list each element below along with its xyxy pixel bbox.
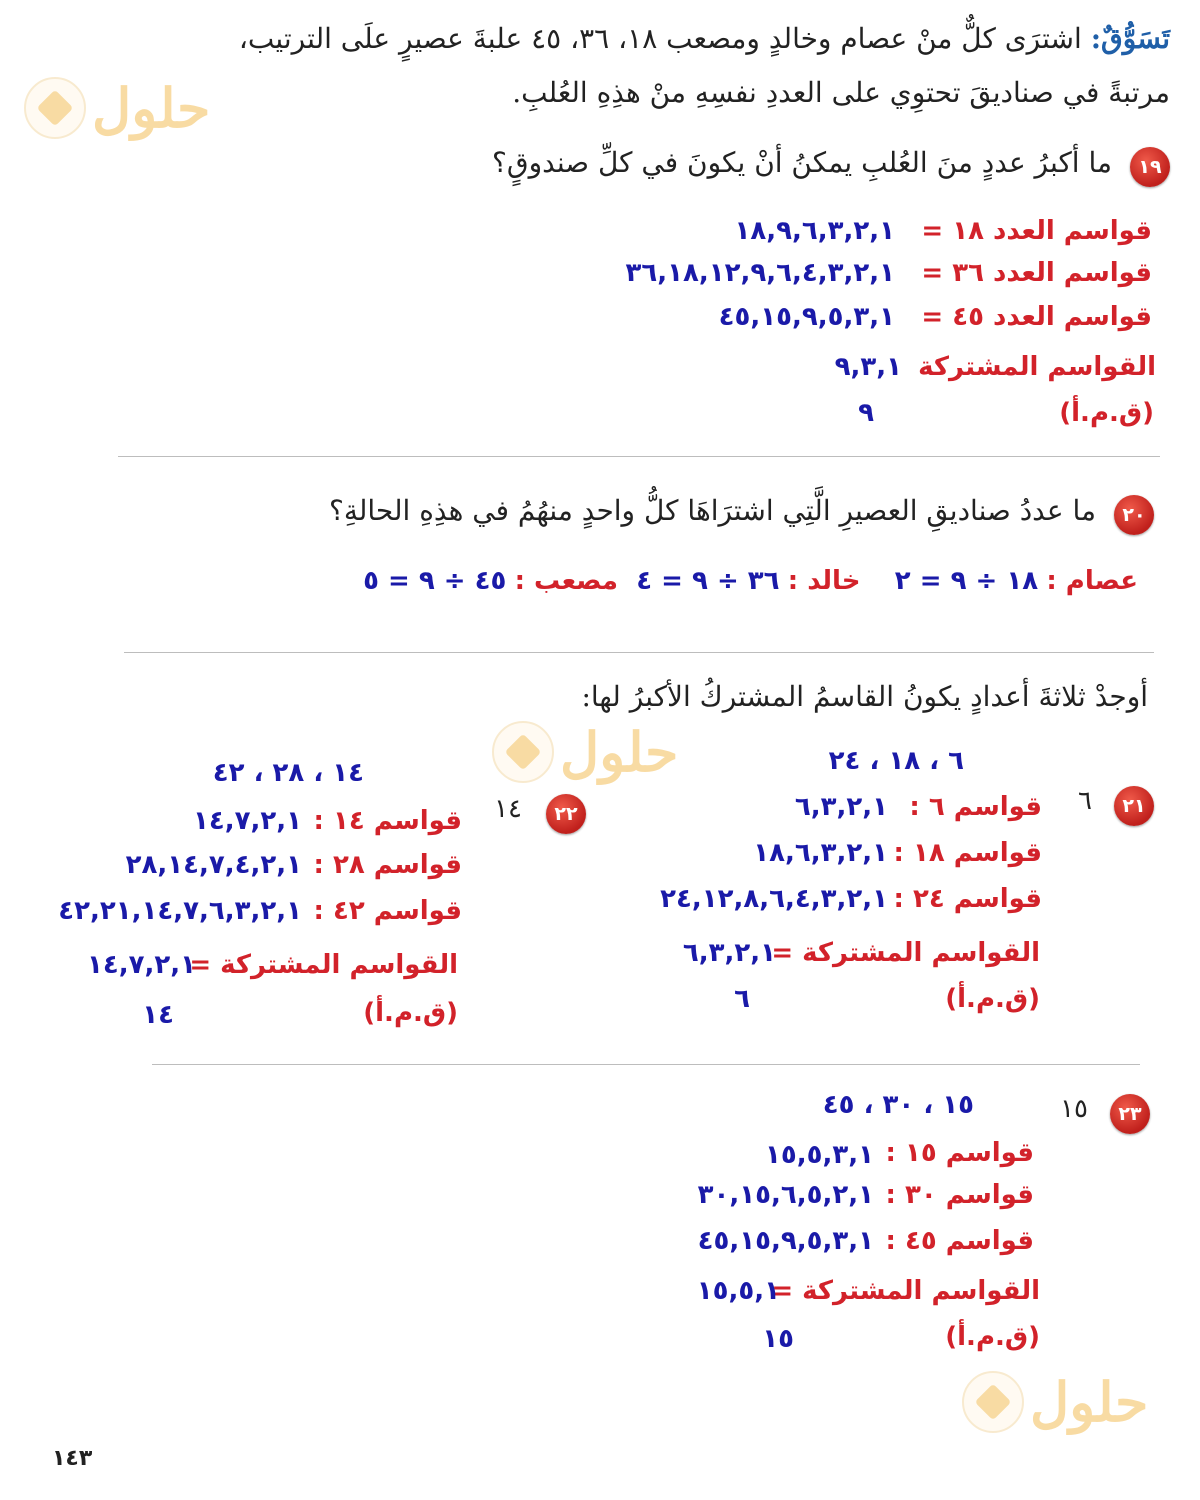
intro-text-1: اشترَى كلٌّ منْ عصام وخالدٍ ومصعب ١٨، ٣٦، ٤٥ علبةَ عصيرٍ علَى الترتيب،	[238, 22, 1082, 55]
q21-given: ٦	[1078, 786, 1092, 816]
intro-line-2: مرتبةً في صناديقَ تحتوِي على العددِ نفسِهِ منْ هذِهِ العُلبِ.	[512, 76, 1170, 109]
q19-value-3: ٤٥,١٥,٩,٥,٣,١	[718, 302, 895, 332]
q23-common-label: القواسم المشتركة =	[771, 1276, 1040, 1306]
q23-value-3: ٤٥,١٥,٩,٥,٣,١	[697, 1226, 874, 1256]
q21-gcf-label: (ق.م.أ)	[945, 984, 1040, 1014]
q19-label-3: قواسم العدد ٤٥ =	[921, 302, 1152, 332]
watermark-text: حلول	[92, 76, 211, 140]
divider-2	[124, 652, 1154, 653]
question-number-20: ٢٠	[1114, 495, 1154, 535]
q23-gcf-label: (ق.م.أ)	[945, 1322, 1040, 1352]
q21-numbers: ٦ ، ١٨ ، ٢٤	[828, 746, 964, 776]
q23-label-3: قواسم ٤٥ :	[885, 1226, 1034, 1256]
intro-line-1	[239, 22, 1170, 55]
question-19-text: ما أكبرُ عددٍ منَ العُلبِ يمكنُ أنْ يكونَ في كلِّ صندوقٍ؟	[492, 146, 1112, 179]
q21-label-2: قواسم ١٨ :	[893, 838, 1042, 868]
intro-label: تَسَوُّقٌ:	[1090, 22, 1170, 55]
q20-person-3: مصعب :	[514, 566, 618, 596]
q23-common-value: ١٥,٥,١	[696, 1276, 780, 1306]
q23-value-2: ٣٠,١٥,٦,٥,٢,١	[697, 1180, 874, 1210]
find-heading: أوجدْ ثلاثةَ أعدادٍ يكونُ القاسمُ المشتركُ الأكبرُ لها:	[581, 680, 1148, 713]
q20-answer-line	[363, 566, 1138, 596]
question-number-22: ٢٢	[546, 794, 586, 834]
watermark-book-icon	[962, 1371, 1024, 1433]
q21-label-1: قواسم ٦ :	[909, 792, 1042, 822]
q20-person-2: خالد :	[787, 566, 861, 596]
q21-value-3: ٢٤,١٢,٨,٦,٤,٣,٢,١	[660, 884, 888, 914]
q22-value-1: ١٤,٧,٢,١	[193, 806, 302, 836]
q23-label-2: قواسم ٣٠ :	[885, 1180, 1034, 1210]
q22-value-3: ٤٢,٢١,١٤,٧,٦,٣,٢,١	[58, 896, 302, 926]
q19-common-value: ٩,٣,١	[834, 352, 902, 382]
question-number-19: ١٩	[1130, 147, 1170, 187]
q22-given: ١٤	[494, 794, 522, 824]
q21-label-3: قواسم ٢٤ :	[893, 884, 1042, 914]
q21-value-2: ١٨,٦,٣,٢,١	[753, 838, 888, 868]
q22-label-2: قواسم ٢٨ :	[313, 850, 462, 880]
q23-gcf-value: ١٥	[762, 1324, 794, 1354]
divider-3	[152, 1064, 1140, 1065]
q21-gcf-value: ٦	[734, 984, 750, 1014]
q21-common-label: القواسم المشتركة =	[771, 938, 1040, 968]
q22-gcf-label: (ق.م.أ)	[363, 998, 458, 1028]
q22-label-1: قواسم ١٤ :	[313, 806, 462, 836]
q20-eq-1: ١٨ ÷ ٩ = ٢	[894, 566, 1039, 596]
q22-gcf-value: ١٤	[142, 1000, 174, 1030]
watermark-logo-middle	[492, 720, 678, 784]
divider-1	[118, 456, 1160, 457]
q22-label-3: قواسم ٤٢ :	[313, 896, 462, 926]
q22-common-value: ١٤,٧,٢,١	[87, 950, 196, 980]
q20-eq-3: ٤٥ ÷ ٩ = ٥	[363, 566, 507, 596]
q19-gcf-label: (ق.م.أ)	[1059, 398, 1154, 428]
q19-value-1: ١٨,٩,٦,٣,٢,١	[734, 216, 895, 246]
question-number-23: ٢٣	[1110, 1094, 1150, 1134]
watermark-book-icon	[24, 77, 86, 139]
q21-value-1: ٦,٣,٢,١	[794, 792, 888, 822]
q20-eq-2: ٣٦ ÷ ٩ = ٤	[636, 566, 780, 596]
watermark-book-icon	[492, 721, 554, 783]
q19-label-2: قواسم العدد ٣٦ =	[921, 258, 1152, 288]
watermark-logo-top	[24, 76, 210, 140]
question-number-21: ٢١	[1114, 786, 1154, 826]
q19-common-label: القواسم المشتركة	[918, 352, 1156, 382]
q23-label-1: قواسم ١٥ :	[885, 1138, 1034, 1168]
watermark-text: حلول	[1030, 1370, 1149, 1434]
q22-numbers: ١٤ ، ٢٨ ، ٤٢	[212, 758, 364, 788]
q23-value-1: ١٥,٥,٣,١	[765, 1140, 874, 1170]
question-20-text: ما عددُ صناديقِ العصيرِ الَّتِي اشترَاهَا كلُّ واحدٍ منهُمُ في هذِهِ الحالةِ؟	[329, 494, 1096, 527]
q19-value-2: ٣٦,١٨,١٢,٩,٦,٤,٣,٢,١	[625, 258, 895, 288]
q23-given: ١٥	[1060, 1094, 1088, 1124]
q21-common-value: ٦,٣,٢,١	[682, 938, 776, 968]
q22-value-2: ٢٨,١٤,٧,٤,٢,١	[125, 850, 302, 880]
watermark-text: حلول	[560, 720, 679, 784]
page-number: ١٤٣	[52, 1446, 93, 1471]
q19-gcf-value: ٩	[858, 398, 874, 428]
q22-common-label: القواسم المشتركة =	[189, 950, 458, 980]
q20-person-1: عصام :	[1046, 566, 1138, 596]
q23-numbers: ١٥ ، ٣٠ ، ٤٥	[822, 1090, 974, 1120]
q19-label-1: قواسم العدد ١٨ =	[921, 216, 1152, 246]
watermark-logo-bottom	[962, 1370, 1148, 1434]
